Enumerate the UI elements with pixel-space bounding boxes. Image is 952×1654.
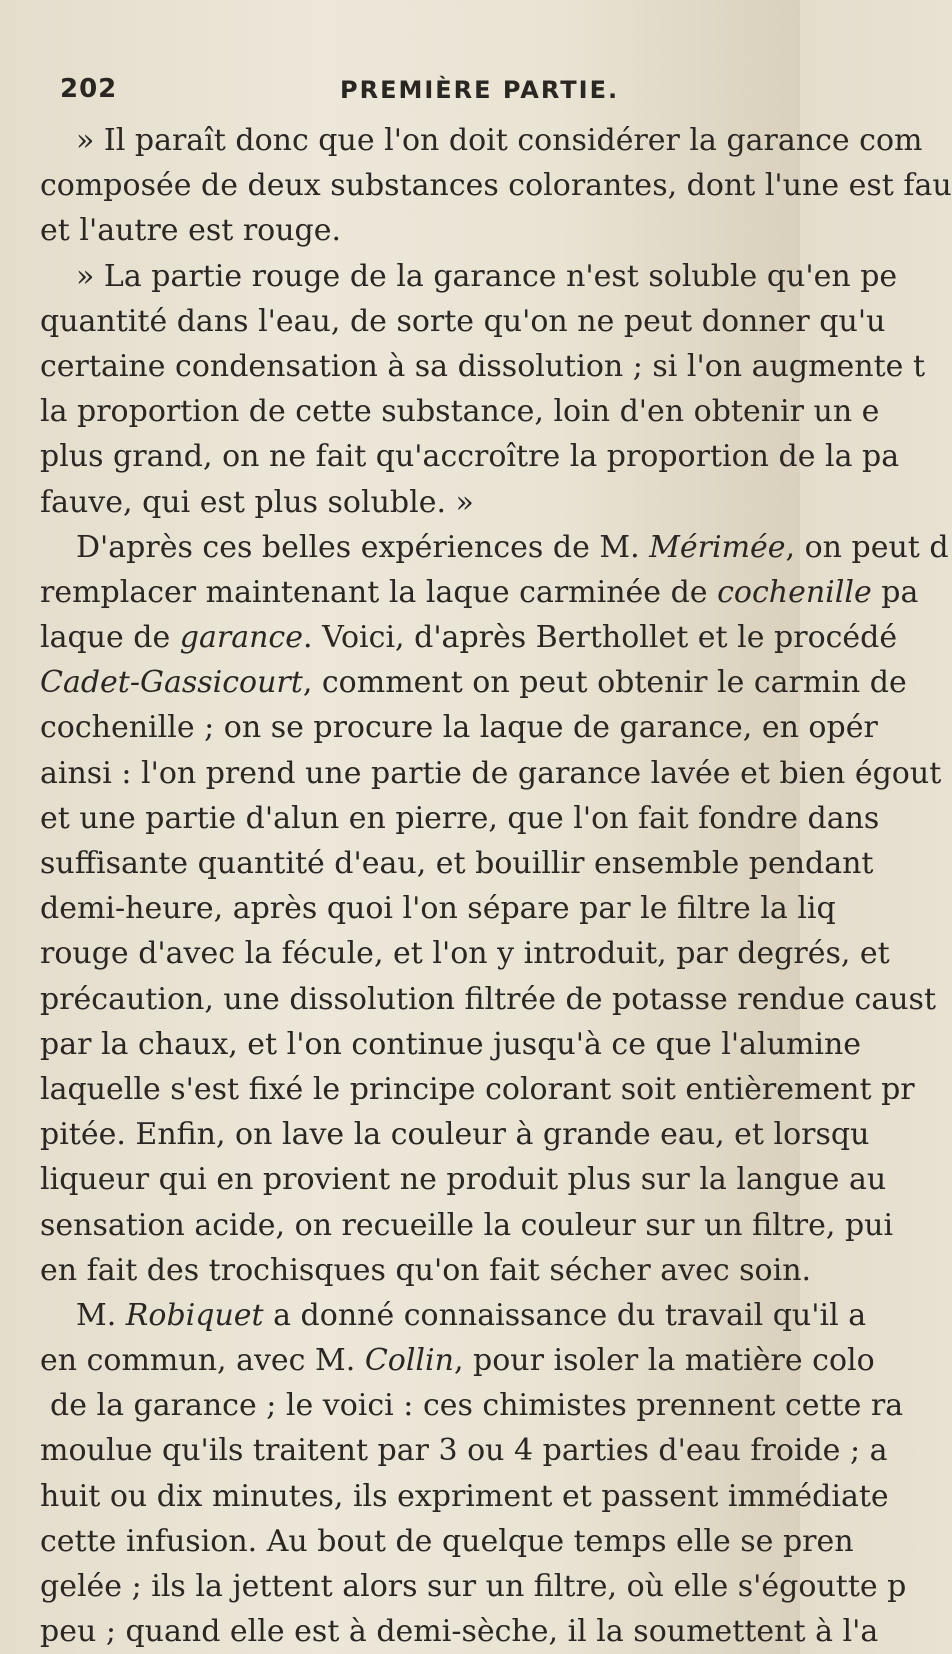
text-line [40,1293,867,1338]
line-text: de la garance ; le voici : ces chimistes prennent cette ra [50,1388,904,1424]
line-text: rouge d'avec la fécule, et l'on y introduit, par degrés, et [40,936,890,972]
line-text: composée de deux substances colorantes, dont l'une est fau [40,168,952,204]
text-line [40,1022,862,1067]
line-text: et une partie d'alun en pierre, que l'on fait fondre dans [40,800,880,836]
line-text: remplacer maintenant la laque carminée de [40,574,718,610]
text-line [40,1609,879,1654]
line-italic: Robiquet [125,1297,264,1333]
line-text: peu ; quand elle est à demi-sèche, il la soumettent à l'a [40,1614,879,1650]
page-header [60,74,800,114]
line-text: huit ou dix minutes, ils expriment et passent immédiate [40,1478,889,1514]
line-text: a donné connaissance du travail qu'il a [263,1297,867,1333]
text-line [40,208,800,253]
text-line [40,299,886,344]
line-text: précaution, une dissolution filtrée de potasse rendue caust [40,981,937,1017]
text-line [40,1338,875,1383]
running-head: PREMIÈRE PARTIE. [340,76,620,104]
line-italic: Cadet-Gassicourt [40,665,303,701]
line-text: moulue qu'ils traitent par 3 ou 4 parties d'eau froide ; a [40,1433,888,1469]
line-text: demi-heure, après quoi l'on sépare par le filtre la liq [40,891,836,927]
line-text: quantité dans l'eau, de sorte qu'on ne peut donner qu'u [40,303,886,339]
text-line [40,163,952,208]
page-number: 202 [60,74,118,104]
text-line [40,254,898,299]
text-line [40,434,900,479]
line-text: gelée ; ils la jettent alors sur un filtre, où elle s'égoutte p [40,1569,907,1604]
text-line [40,705,878,750]
line-italic: Collin [364,1343,454,1379]
text-line [40,344,925,389]
line-text: pa [871,574,919,610]
line-text: liqueur qui en provient ne produit plus sur la langue au [40,1162,887,1198]
line-text: suffisante quantité d'eau, et bouillir ensemble pendant [40,846,874,881]
line-text: fauve, qui est plus soluble. » [40,484,474,520]
text-line [40,1519,854,1564]
body-text [40,118,952,1654]
line-text: D'après ces belles expériences de M. [76,529,650,565]
text-line [40,525,949,570]
line-text: ainsi : l'on prend une partie de garance lavée et bien égout [40,755,942,791]
text-line [40,1428,888,1473]
line-text: sensation acide, on recueille la couleur sur un filtre, pui [40,1207,894,1243]
line-text: , pour isoler la matière colo [453,1343,875,1379]
line-text: laquelle s'est fixé le principe colorant soit entièrement pr [40,1071,915,1107]
line-text: en commun, avec M. [40,1343,365,1379]
text-line [40,615,898,660]
line-text: . Voici, d'après Berthollet et le procédé [303,620,898,656]
line-text: » Il paraît donc que l'on doit considérer la garance com [76,123,923,158]
text-line [40,1067,915,1112]
text-line [40,1383,904,1428]
line-text: en fait des trochisques qu'on fait sécher avec soin. [40,1252,812,1288]
text-line [40,977,937,1022]
text-line [40,841,874,886]
line-text: , comment on peut obtenir le carmin de [302,665,907,701]
line-text: M. [76,1297,126,1333]
text-line [40,1564,907,1609]
line-text: et l'autre est rouge. [40,213,342,249]
text-line [40,1157,887,1202]
text-line [40,1112,870,1157]
text-line [40,570,919,615]
text-line [40,751,942,796]
text-line [40,389,880,434]
line-text: » La partie rouge de la garance n'est soluble qu'en pe [76,258,898,294]
line-text: , on peut d [785,529,949,565]
text-line [40,796,880,841]
line-text: la proportion de cette substance, loin d'en obtenir un e [40,394,880,430]
line-italic: cochenille [717,574,872,610]
line-text: par la chaux, et l'on continue jusqu'à ce que l'alumine [40,1026,862,1062]
text-line [40,931,890,976]
line-text: certaine condensation à sa dissolution ; si l'on augmente t [40,348,925,384]
line-text: cochenille ; on se procure la laque de garance, en opér [40,710,878,746]
text-line [40,1474,889,1519]
text-line [40,118,923,163]
text-line [40,1203,894,1248]
line-text: pitée. Enfin, on lave la couleur à grande eau, et lorsqu [40,1117,870,1153]
text-line [40,886,836,931]
text-line [40,480,800,525]
line-italic: Mérimée [649,529,786,565]
line-text: cette infusion. Au bout de quelque temps elle se pren [40,1523,854,1559]
line-text: plus grand, on ne fait qu'accroître la proportion de la pa [40,439,900,475]
text-line [40,1248,812,1293]
line-text: laque de [40,620,180,656]
line-italic: garance [179,620,303,656]
text-line [40,660,907,705]
